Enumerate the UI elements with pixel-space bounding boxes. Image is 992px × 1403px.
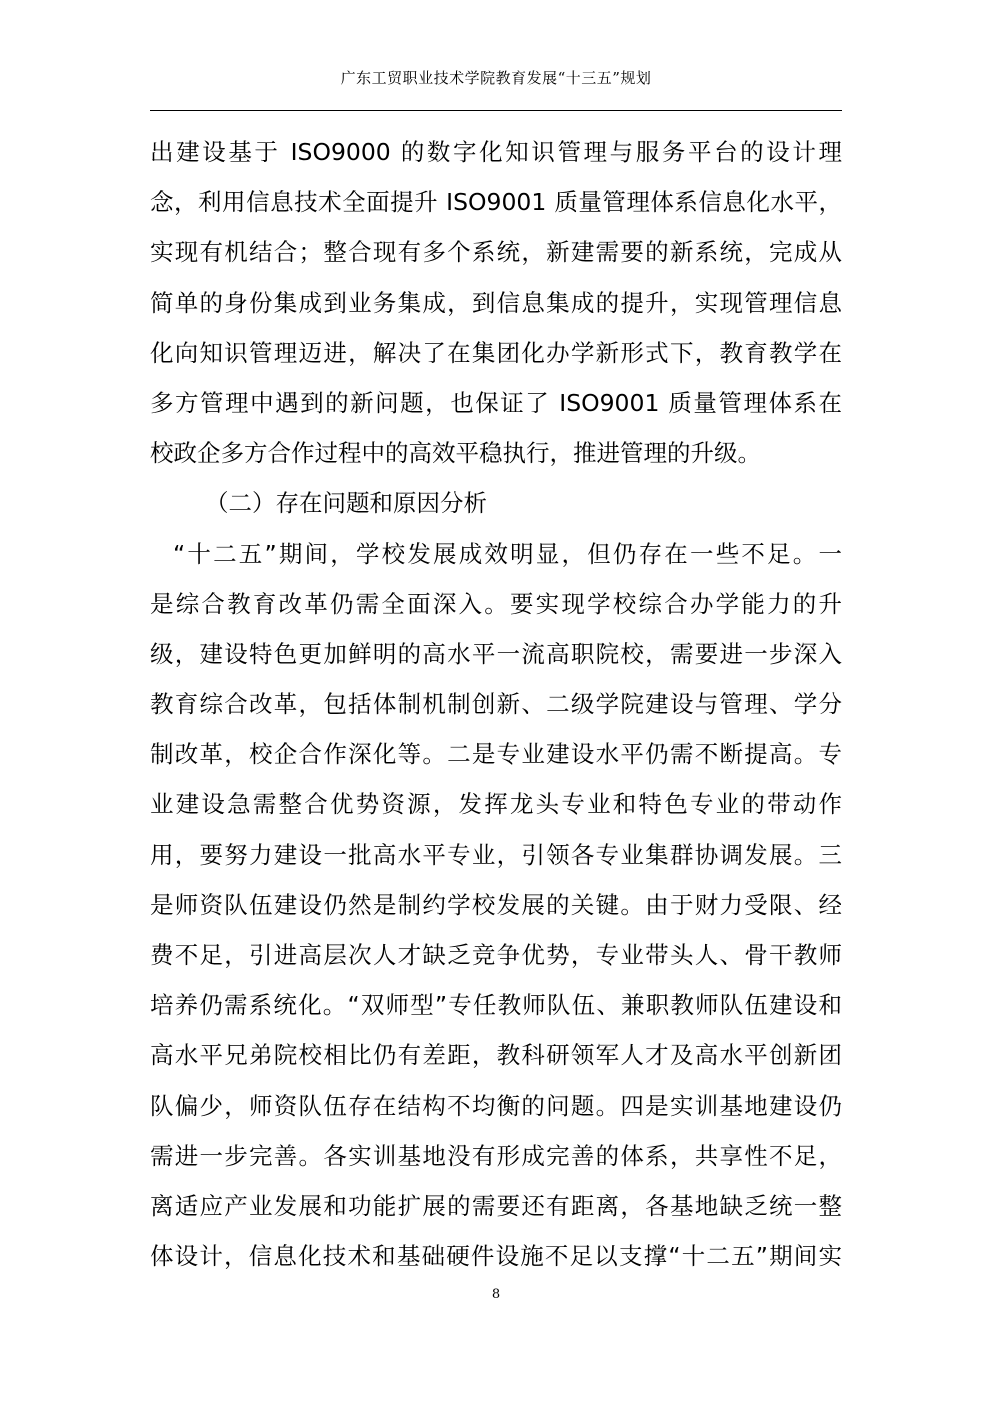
body-line: 简单的身份集成到业务集成，到信息集成的提升，实现管理信息 [150,288,842,317]
body-line: 是师资队伍建设仍然是制约学校发展的关键。由于财力受限、经 [150,890,842,919]
page-number: 8 [491,1287,501,1302]
body-line: 念，利用信息技术全面提升 ISO9001 质量管理体系信息化水平， [150,188,842,217]
body-line: 出建设基于 ISO9000 的数字化知识管理与服务平台的设计理 [150,138,842,166]
document-body [150,127,842,1281]
body-line: 是综合教育改革仍需全面深入。要实现学校综合办学能力的升 [150,589,842,618]
body-line: 需进一步完善。各实训基地没有形成完善的体系，共享性不足， [150,1141,842,1170]
body-line: 校政企多方合作过程中的高效平稳执行，推进管理的升级。 [150,439,761,468]
body-line: 用，要努力建设一批高水平专业，引领各专业集群协调发展。三 [150,840,842,869]
body-line: 多方管理中遇到的新问题，也保证了 ISO9001 质量管理体系在 [150,388,842,417]
header-divider [150,110,842,111]
page-header-title: 广东工贸职业技术学院教育发展“十三五”规划 [340,69,652,87]
body-line: 培养仍需系统化。“双师型”专任教师队伍、兼职教师队伍建设和 [150,991,842,1020]
body-line: 教育综合改革，包括体制机制创新、二级学院建设与管理、学分 [150,690,842,719]
body-line: 体设计，信息化技术和基础硬件设施不足以支撑“十二五”期间实 [150,1242,842,1271]
body-line: 实现有机结合；整合现有多个系统，新建需要的新系统，完成从 [150,238,842,267]
section-heading: （二）存在问题和原因分析 [205,489,487,518]
body-line: 队偏少，师资队伍存在结构不均衡的问题。四是实训基地建设仍 [150,1091,842,1120]
body-line: 费不足，引进高层次人才缺乏竞争优势，专业带头人、骨干教师 [150,941,842,969]
body-line: 化向知识管理迈进，解决了在集团化办学新形式下，教育教学在 [150,338,842,367]
body-line: 级，建设特色更加鲜明的高水平一流高职院校，需要进一步深入 [150,639,842,668]
body-line: “十二五”期间，学校发展成效明显，但仍存在一些不足。一 [173,539,842,568]
body-line: 高水平兄弟院校相比仍有差距，教科研领军人才及高水平创新团 [150,1041,842,1070]
body-line: 制改革，校企合作深化等。二是专业建设水平仍需不断提高。专 [150,740,842,769]
body-line: 业建设急需整合优势资源，发挥龙头专业和特色专业的带动作 [150,790,842,819]
body-line: 离适应产业发展和功能扩展的需要还有距离，各基地缺乏统一整 [150,1191,842,1220]
